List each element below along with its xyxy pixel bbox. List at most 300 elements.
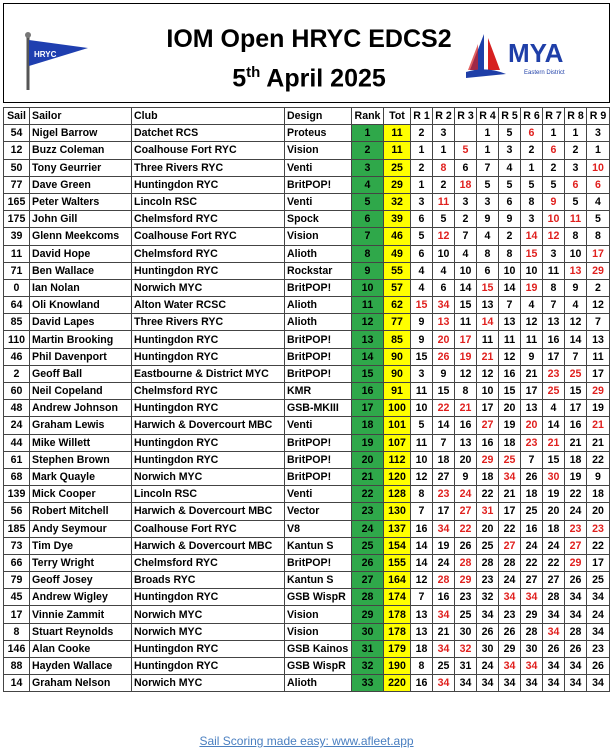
sailor-name: Nigel Barrow — [30, 125, 132, 142]
table-row — [4, 640, 610, 657]
sailor-name: Graham Nelson — [30, 675, 132, 692]
results-header — [3, 3, 610, 103]
total-cell: 62 — [384, 297, 411, 314]
race-result: 34 — [477, 606, 499, 623]
race-result: 22 — [565, 486, 587, 503]
sailor-name: Oli Knowland — [30, 297, 132, 314]
race-result: 2 — [499, 228, 521, 245]
total-cell: 107 — [384, 434, 411, 451]
rank-cell: 18 — [352, 417, 384, 434]
sailor-name: Glenn Meekcoms — [30, 228, 132, 245]
club-name: Coalhouse Fort RYC — [132, 228, 285, 245]
race-result: 19 — [565, 468, 587, 485]
race-result: 12 — [477, 365, 499, 382]
sail-number: 175 — [4, 211, 30, 228]
sailor-name: Tony Geurrier — [30, 159, 132, 176]
race-result: 30 — [543, 468, 565, 485]
race-result: 6 — [565, 176, 587, 193]
table-row — [4, 383, 610, 400]
race-result: 11 — [411, 434, 433, 451]
total-cell: 46 — [384, 228, 411, 245]
race-result: 13 — [565, 262, 587, 279]
race-result: 1 — [411, 176, 433, 193]
table-row — [4, 658, 610, 675]
race-result: 15 — [499, 383, 521, 400]
race-result: 4 — [411, 262, 433, 279]
rank-cell: 1 — [352, 125, 384, 142]
race-result: 29 — [455, 572, 477, 589]
race-result: 12 — [543, 228, 565, 245]
race-result: 20 — [543, 503, 565, 520]
race-result: 18 — [411, 640, 433, 657]
sail-number: 110 — [4, 331, 30, 348]
design-name: Kantun S — [285, 572, 352, 589]
race-result: 13 — [433, 314, 455, 331]
table-row — [4, 675, 610, 692]
race-result: 24 — [587, 606, 610, 623]
sailor-name: Andrew Johnson — [30, 400, 132, 417]
sail-number: 14 — [4, 675, 30, 692]
total-cell: 39 — [384, 211, 411, 228]
total-cell: 112 — [384, 451, 411, 468]
race-result: 10 — [587, 159, 610, 176]
race-result: 10 — [411, 451, 433, 468]
total-cell: 91 — [384, 383, 411, 400]
race-result: 3 — [543, 245, 565, 262]
race-result: 17 — [565, 400, 587, 417]
race-result: 31 — [477, 503, 499, 520]
race-result: 26 — [455, 537, 477, 554]
race-result: 6 — [433, 279, 455, 296]
race-result: 30 — [521, 640, 543, 657]
race-result: 21 — [521, 365, 543, 382]
race-result: 17 — [477, 400, 499, 417]
race-result: 18 — [521, 486, 543, 503]
race-result: 28 — [477, 554, 499, 571]
race-result: 8 — [543, 279, 565, 296]
sail-number: 50 — [4, 159, 30, 176]
design-name: BritPOP! — [285, 348, 352, 365]
race-result: 22 — [499, 520, 521, 537]
design-name: Alioth — [285, 675, 352, 692]
race-result: 13 — [543, 314, 565, 331]
race-result: 34 — [543, 675, 565, 692]
design-name: Venti — [285, 486, 352, 503]
race-result: 15 — [433, 383, 455, 400]
results-body — [4, 125, 610, 692]
race-result: 21 — [565, 434, 587, 451]
sail-number: 146 — [4, 640, 30, 657]
total-cell: 100 — [384, 400, 411, 417]
club-name: Alton Water RCSC — [132, 297, 285, 314]
total-cell: 178 — [384, 623, 411, 640]
design-name: V8 — [285, 520, 352, 537]
rank-cell: 8 — [352, 245, 384, 262]
rank-cell: 15 — [352, 365, 384, 382]
sail-number: 0 — [4, 279, 30, 296]
table-row — [4, 211, 610, 228]
race-result: 3 — [521, 211, 543, 228]
race-result: 16 — [499, 365, 521, 382]
column-header: R 6 — [521, 108, 543, 125]
race-result: 27 — [521, 572, 543, 589]
sail-number: 24 — [4, 417, 30, 434]
sail-number: 48 — [4, 400, 30, 417]
race-result: 34 — [565, 675, 587, 692]
club-name: Coalhouse Fort RYC — [132, 142, 285, 159]
club-name: Huntingdon RYC — [132, 640, 285, 657]
race-result: 34 — [587, 589, 610, 606]
column-header: R 3 — [455, 108, 477, 125]
race-result: 11 — [521, 331, 543, 348]
race-result: 6 — [455, 159, 477, 176]
footer-link[interactable]: Sail Scoring made easy: www.afleet.app — [199, 734, 414, 748]
race-result: 34 — [433, 675, 455, 692]
table-row — [4, 417, 610, 434]
club-name: Harwich & Dovercourt MBC — [132, 537, 285, 554]
race-result: 29 — [521, 606, 543, 623]
club-name: Huntingdon RYC — [132, 176, 285, 193]
club-name: Chelmsford RYC — [132, 245, 285, 262]
column-header: R 4 — [477, 108, 499, 125]
race-result: 6 — [477, 262, 499, 279]
sailor-name: Ian Nolan — [30, 279, 132, 296]
race-result: 11 — [455, 314, 477, 331]
race-result: 1 — [477, 125, 499, 142]
race-result: 15 — [543, 451, 565, 468]
club-name: Huntingdon RYC — [132, 589, 285, 606]
table-row — [4, 193, 610, 210]
race-result: 2 — [521, 142, 543, 159]
sail-number: 165 — [4, 193, 30, 210]
race-result: 20 — [477, 520, 499, 537]
race-result: 34 — [477, 675, 499, 692]
mya-logo-subtext: Eastern District — [524, 70, 565, 76]
sail-number: 45 — [4, 589, 30, 606]
race-result: 5 — [411, 228, 433, 245]
club-name: Lincoln RSC — [132, 486, 285, 503]
sailor-name: Graham Lewis — [30, 417, 132, 434]
design-name: KMR — [285, 383, 352, 400]
club-name: Huntingdon RYC — [132, 400, 285, 417]
table-row — [4, 589, 610, 606]
race-result: 13 — [477, 297, 499, 314]
race-result: 28 — [521, 623, 543, 640]
race-result: 4 — [411, 279, 433, 296]
race-result: 15 — [477, 279, 499, 296]
race-result: 24 — [565, 503, 587, 520]
race-result: 18 — [433, 451, 455, 468]
sailor-name: Andrew Wigley — [30, 589, 132, 606]
race-result: 26 — [565, 572, 587, 589]
race-result: 11 — [587, 348, 610, 365]
race-result: 34 — [565, 589, 587, 606]
sailor-name: Geoff Josey — [30, 572, 132, 589]
table-row — [4, 434, 610, 451]
race-result: 23 — [587, 520, 610, 537]
race-result: 7 — [433, 434, 455, 451]
rank-cell: 22 — [352, 486, 384, 503]
burgee-text: HRYC — [34, 50, 57, 59]
race-result: 15 — [455, 297, 477, 314]
total-cell: 25 — [384, 159, 411, 176]
table-row — [4, 331, 610, 348]
race-result: 23 — [543, 365, 565, 382]
race-result: 29 — [477, 451, 499, 468]
sail-number: 77 — [4, 176, 30, 193]
race-result: 16 — [521, 520, 543, 537]
race-result: 12 — [411, 468, 433, 485]
race-result: 13 — [587, 331, 610, 348]
sailor-name: Mike Willett — [30, 434, 132, 451]
sailor-name: Mick Cooper — [30, 486, 132, 503]
race-result: 9 — [587, 468, 610, 485]
design-name: Proteus — [285, 125, 352, 142]
sail-number: 60 — [4, 383, 30, 400]
race-result: 27 — [433, 468, 455, 485]
race-result: 24 — [499, 572, 521, 589]
race-result: 16 — [565, 417, 587, 434]
rank-cell: 31 — [352, 640, 384, 657]
design-name: GSB WispR — [285, 589, 352, 606]
race-result: 16 — [411, 675, 433, 692]
race-result: 14 — [565, 331, 587, 348]
club-name: Huntingdon RYC — [132, 451, 285, 468]
race-result: 18 — [565, 451, 587, 468]
race-result: 28 — [543, 589, 565, 606]
race-result: 23 — [477, 572, 499, 589]
sailor-name: Phil Davenport — [30, 348, 132, 365]
race-result: 34 — [499, 658, 521, 675]
race-result: 12 — [455, 365, 477, 382]
total-cell: 11 — [384, 125, 411, 142]
rank-cell: 27 — [352, 572, 384, 589]
race-result: 15 — [411, 297, 433, 314]
sailor-name: Terry Wright — [30, 554, 132, 571]
race-result: 5 — [477, 176, 499, 193]
race-result: 34 — [587, 675, 610, 692]
total-cell: 101 — [384, 417, 411, 434]
race-result: 10 — [455, 262, 477, 279]
club-name: Huntingdon RYC — [132, 262, 285, 279]
race-result: 28 — [433, 572, 455, 589]
race-result: 17 — [587, 245, 610, 262]
title-line1: IOM Open HRYC EDCS2 — [166, 25, 452, 53]
race-result: 18 — [499, 434, 521, 451]
race-result: 8 — [499, 245, 521, 262]
rank-cell: 24 — [352, 520, 384, 537]
race-result: 34 — [565, 606, 587, 623]
race-result: 12 — [521, 314, 543, 331]
sail-number: 12 — [4, 142, 30, 159]
race-result: 8 — [521, 193, 543, 210]
race-result: 12 — [499, 348, 521, 365]
column-header: Tot — [384, 108, 411, 125]
total-cell: 29 — [384, 176, 411, 193]
race-result: 5 — [455, 142, 477, 159]
race-result: 21 — [477, 348, 499, 365]
race-result: 2 — [565, 142, 587, 159]
race-result: 26 — [521, 468, 543, 485]
rank-cell: 20 — [352, 451, 384, 468]
club-name: Chelmsford RYC — [132, 554, 285, 571]
sailor-name: Peter Walters — [30, 193, 132, 210]
race-result: 1 — [411, 142, 433, 159]
sail-number: 185 — [4, 520, 30, 537]
sailor-name: David Hope — [30, 245, 132, 262]
race-result: 7 — [521, 451, 543, 468]
race-result: 8 — [565, 228, 587, 245]
club-name: Chelmsford RYC — [132, 383, 285, 400]
column-header: R 5 — [499, 108, 521, 125]
rank-cell: 11 — [352, 297, 384, 314]
race-result: 18 — [587, 486, 610, 503]
sail-number: 68 — [4, 468, 30, 485]
table-row — [4, 314, 610, 331]
race-result: 12 — [565, 314, 587, 331]
race-result: 3 — [433, 125, 455, 142]
race-result: 1 — [587, 142, 610, 159]
sail-number: 54 — [4, 125, 30, 142]
race-result: 25 — [587, 572, 610, 589]
race-result: 3 — [587, 125, 610, 142]
design-name: GSB Kainos — [285, 640, 352, 657]
race-result: 19 — [455, 348, 477, 365]
race-result: 17 — [587, 365, 610, 382]
club-name: Huntingdon RYC — [132, 434, 285, 451]
race-result: 6 — [499, 193, 521, 210]
rank-cell: 14 — [352, 348, 384, 365]
race-result: 8 — [455, 383, 477, 400]
race-result: 13 — [521, 400, 543, 417]
race-result: 31 — [455, 658, 477, 675]
race-result: 14 — [455, 279, 477, 296]
race-result: 10 — [565, 245, 587, 262]
sailor-name: David Lapes — [30, 314, 132, 331]
race-result: 23 — [565, 520, 587, 537]
race-result: 34 — [521, 675, 543, 692]
race-result: 17 — [455, 331, 477, 348]
total-cell: 120 — [384, 468, 411, 485]
race-result: 13 — [455, 434, 477, 451]
race-result: 25 — [433, 658, 455, 675]
total-cell: 174 — [384, 589, 411, 606]
race-result: 34 — [433, 606, 455, 623]
design-name: Vector — [285, 503, 352, 520]
column-header: R 1 — [411, 108, 433, 125]
race-result: 4 — [499, 159, 521, 176]
race-result: 1 — [543, 125, 565, 142]
rank-cell: 30 — [352, 623, 384, 640]
race-result: 21 — [587, 434, 610, 451]
table-row — [4, 348, 610, 365]
race-result: 34 — [433, 520, 455, 537]
sailor-name: Alan Cooke — [30, 640, 132, 657]
race-result: 2 — [433, 176, 455, 193]
table-row — [4, 125, 610, 142]
race-result: 9 — [433, 365, 455, 382]
race-result: 25 — [521, 503, 543, 520]
column-header: R 8 — [565, 108, 587, 125]
rank-cell: 16 — [352, 383, 384, 400]
sail-number: 46 — [4, 348, 30, 365]
race-result: 22 — [587, 537, 610, 554]
race-result: 22 — [477, 486, 499, 503]
table-row — [4, 572, 610, 589]
club-name: Three Rivers RYC — [132, 314, 285, 331]
race-result: 1 — [433, 142, 455, 159]
sail-number: 66 — [4, 554, 30, 571]
results-table — [3, 107, 610, 692]
race-result: 1 — [477, 142, 499, 159]
race-result: 7 — [455, 228, 477, 245]
rank-cell: 4 — [352, 176, 384, 193]
race-result: 6 — [521, 125, 543, 142]
design-name: Venti — [285, 193, 352, 210]
race-result: 1 — [521, 159, 543, 176]
race-result: 9 — [499, 211, 521, 228]
rank-cell: 23 — [352, 503, 384, 520]
race-result: 20 — [587, 503, 610, 520]
column-header: R 7 — [543, 108, 565, 125]
club-name: Norwich MYC — [132, 623, 285, 640]
sail-number: 56 — [4, 503, 30, 520]
total-cell: 137 — [384, 520, 411, 537]
race-result: 14 — [411, 537, 433, 554]
table-row — [4, 176, 610, 193]
design-name: BritPOP! — [285, 365, 352, 382]
table-row — [4, 142, 610, 159]
race-result: 19 — [521, 279, 543, 296]
race-result: 23 — [499, 606, 521, 623]
race-result: 6 — [411, 245, 433, 262]
race-result: 20 — [433, 331, 455, 348]
table-header-row — [4, 108, 610, 125]
race-result: 29 — [587, 262, 610, 279]
rank-cell: 7 — [352, 228, 384, 245]
race-result: 2 — [543, 159, 565, 176]
race-result: 8 — [587, 228, 610, 245]
column-header: R 2 — [433, 108, 455, 125]
club-name: Harwich & Dovercourt MBC — [132, 503, 285, 520]
rank-cell: 5 — [352, 193, 384, 210]
rank-cell: 17 — [352, 400, 384, 417]
race-result: 26 — [499, 623, 521, 640]
race-result: 24 — [477, 658, 499, 675]
column-header: Design — [285, 108, 352, 125]
table-row — [4, 554, 610, 571]
sail-number: 2 — [4, 365, 30, 382]
race-result: 26 — [565, 640, 587, 657]
rank-cell: 3 — [352, 159, 384, 176]
mya-logo-icon — [466, 30, 576, 84]
table-row — [4, 537, 610, 554]
race-result: 15 — [565, 383, 587, 400]
race-result: 4 — [477, 228, 499, 245]
race-result: 6 — [543, 142, 565, 159]
sail-number: 88 — [4, 658, 30, 675]
race-result: 34 — [433, 297, 455, 314]
race-result: 13 — [411, 606, 433, 623]
race-result: 17 — [543, 348, 565, 365]
sailor-name: Martin Brooking — [30, 331, 132, 348]
race-result: 22 — [455, 520, 477, 537]
race-result: 10 — [521, 262, 543, 279]
race-result: 20 — [455, 451, 477, 468]
race-result: 17 — [499, 503, 521, 520]
club-name: Norwich MYC — [132, 675, 285, 692]
design-name: Spock — [285, 211, 352, 228]
